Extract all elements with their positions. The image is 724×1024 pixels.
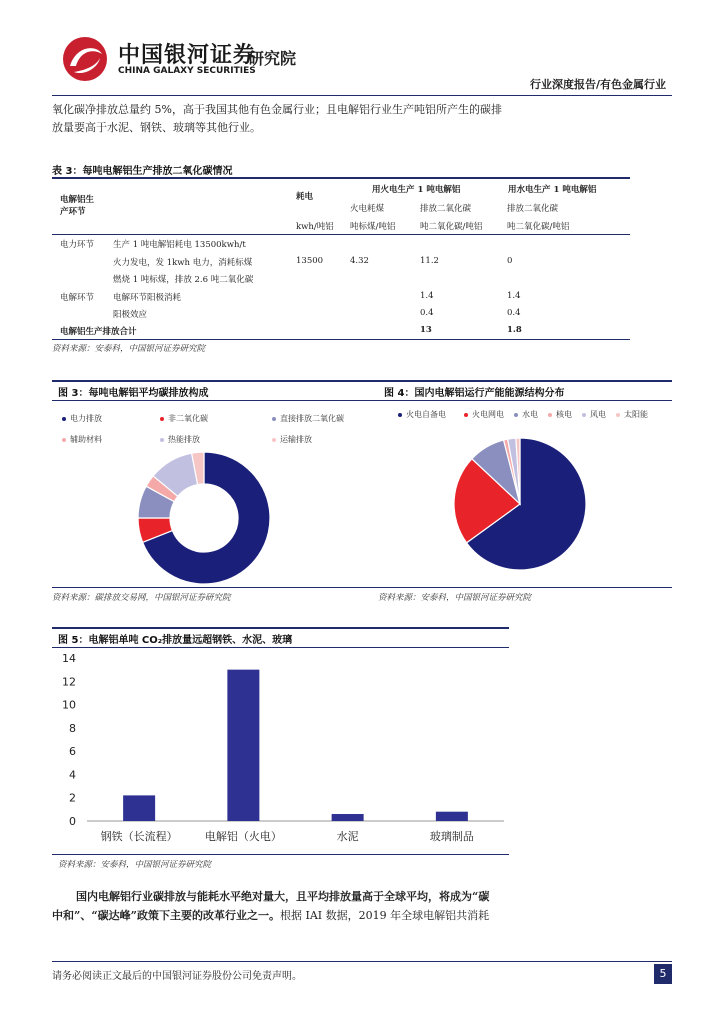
table3-row-stage: 电力环节 [60, 240, 95, 250]
header-divider [52, 95, 672, 96]
fig34-bottom-rule [52, 587, 672, 588]
table3-sub-co2-hydro: 排放二氧化碳 [507, 204, 559, 214]
fig4-title: 图 4：国内电解铝运行产能能源结构分布 [384, 388, 565, 399]
table3-row-co2-hydro: 0.4 [507, 308, 521, 318]
conclusion-bold-line-1: 国内电解铝行业碳排放与能耗水平绝对量大，且平均排放量高于全球平均，将成为“碳 [76, 890, 490, 903]
fig3-donut-chart [130, 448, 280, 590]
legend-item: 非二氧化碳 [160, 413, 208, 424]
legend-item: 火电自备电 [398, 409, 446, 420]
x-category-label: 水泥 [336, 830, 359, 843]
y-tick-label: 12 [62, 675, 76, 689]
y-tick-label: 6 [69, 745, 76, 759]
y-tick-label: 4 [69, 768, 76, 782]
legend-dot [464, 413, 468, 417]
table3-row-desc: 燃烧 1 吨标煤，排放 2.6 吨二氧化碳 [113, 275, 254, 285]
fig34-top-rule [52, 380, 672, 382]
report-type: 行业深度报告/有色金属行业 [529, 78, 666, 91]
legend-dot [160, 438, 164, 442]
galaxy-logo-icon [62, 36, 108, 82]
page-number: 5 [654, 964, 672, 984]
table3-head-stage-1: 电解铝生 [60, 195, 95, 205]
x-category-label: 钢铁（长流程） [100, 830, 178, 843]
legend-dot [160, 417, 164, 421]
fig5-bar-chart [52, 648, 509, 854]
logo-institute: 研究院 [248, 49, 297, 68]
table3-sub-coal-unit: 吨标煤/吨铝 [350, 222, 396, 232]
footer-divider [52, 961, 672, 962]
table3-row-stage: 电解环节 [60, 293, 95, 303]
legend-dot [272, 438, 276, 442]
x-category-label: 玻璃制品 [429, 830, 474, 843]
table3-sub-co2: 排放二氧化碳 [420, 204, 472, 214]
table3-row-co2: 1.4 [420, 291, 434, 301]
intro-line-1: 氧化碳净排放总量约 5%，高于我国其他有色金属行业；且电解铝行业生产吨铝所产生的碳排 [52, 103, 502, 116]
legend-item: 热能排放 [160, 434, 200, 445]
table3-total-co2: 13 [420, 325, 432, 335]
legend-item: 火电网电 [464, 409, 504, 420]
y-tick-label: 8 [69, 721, 76, 735]
legend-item: 风电 [582, 409, 606, 420]
y-tick-label: 14 [62, 652, 76, 665]
legend-dot [582, 413, 586, 417]
y-tick-label: 2 [69, 791, 76, 805]
table3-sub-coal: 火电耗煤 [350, 204, 385, 214]
table3-row-desc: 火力发电，发 1kwh 电力，消耗标煤 [113, 258, 253, 268]
table3-row-co2-hydro: 1.4 [507, 291, 521, 301]
fig4-pie-chart [450, 434, 590, 574]
table3-row-co2: 0.4 [420, 308, 434, 318]
table3-row-coal: 4.32 [350, 256, 369, 266]
table3-row-desc: 生产 1 吨电解铝耗电 13500kwh/t [113, 240, 246, 250]
table3-row-co2: 11.2 [420, 256, 439, 266]
table3-top-rule [52, 177, 630, 179]
table3-total-co2-hydro: 1.8 [507, 325, 522, 335]
fig4-source: 资料来源：安泰科，中国银河证券研究院 [378, 593, 532, 603]
legend-item: 核电 [548, 409, 572, 420]
fig5-bottom-rule [52, 854, 509, 855]
legend-dot [548, 413, 552, 417]
table3-head-energy-unit: kwh/吨铝 [296, 222, 334, 232]
bar-1 [123, 795, 155, 821]
legend-item: 太阳能 [616, 409, 648, 420]
legend-dot [514, 413, 518, 417]
table3-row-co2-hydro: 0 [507, 256, 513, 266]
table3-title: 表 3：每吨电解铝生产排放二氧化碳情况 [52, 166, 233, 177]
y-tick-label: 10 [62, 698, 76, 712]
conclusion-line-2 [52, 907, 672, 925]
table3-sub-co2-hydro-unit: 吨二氧化碳/吨铝 [507, 222, 570, 232]
table3-row-desc: 电解环节阳极消耗 [113, 293, 182, 303]
logo-english-name: CHINA GALAXY SECURITIES [118, 66, 256, 76]
y-tick-label: 0 [69, 815, 76, 828]
logo-chinese-name: 中国银河证券 [118, 43, 257, 68]
conclusion-bold-line-2: 中和”、“碳达峰”政策下主要的改革行业之一。 [52, 909, 280, 922]
legend-dot [616, 413, 620, 417]
fig3-title: 图 3：每吨电解铝平均碳排放构成 [58, 388, 209, 399]
fig5-top-rule [52, 627, 509, 629]
fig3-source: 资料来源：碳排放交易网，中国银河证券研究院 [52, 593, 231, 603]
table3-row-energy: 13500 [296, 256, 324, 266]
fig34-title-rule [52, 400, 672, 401]
table3-head-hydro: 用水电生产 1 吨电解铝 [508, 185, 597, 195]
fig5-source: 资料来源：安泰科，中国银河证券研究院 [58, 860, 212, 870]
legend-dot [62, 438, 66, 442]
table3-sub-co2-unit: 吨二氧化碳/吨铝 [420, 222, 483, 232]
footer-disclaimer: 请务必阅读正文最后的中国银河证券股份公司免责声明。 [52, 971, 302, 982]
table3-head-stage-2: 产环节 [60, 207, 86, 217]
legend-item: 直接排放二氧化碳 [272, 413, 344, 424]
x-category-label: 电解铝（火电） [204, 830, 282, 843]
legend-item: 电力排放 [62, 413, 102, 424]
legend-dot [62, 417, 66, 421]
table3-head-thermal: 用火电生产 1 吨电解铝 [372, 185, 461, 195]
table3-head-rule [52, 234, 630, 235]
bar-4 [436, 812, 468, 821]
legend-item: 运输排放 [272, 434, 312, 445]
bar-2 [227, 670, 259, 821]
fig5-title: 图 5：电解铝单吨 CO₂排放量远超钢铁、水泥、玻璃 [58, 635, 293, 646]
table3-head-energy: 耗电 [296, 192, 314, 202]
legend-dot [398, 413, 402, 417]
intro-line-2: 放量要高于水泥、钢铁、玻璃等其他行业。 [52, 121, 261, 134]
table3-total-label: 电解铝生产排放合计 [60, 327, 137, 337]
table3-source: 资料来源：安泰科，中国银河证券研究院 [52, 344, 206, 354]
legend-item: 水电 [514, 409, 538, 420]
legend-item: 辅助材料 [62, 434, 102, 445]
table3-bottom-rule [52, 339, 630, 340]
legend-dot [272, 417, 276, 421]
conclusion-rest: 根据 IAI 数据，2019 年全球电解铝共消耗 [279, 909, 490, 922]
table3-row-desc: 阳极效应 [113, 310, 148, 320]
bar-3 [332, 814, 364, 821]
